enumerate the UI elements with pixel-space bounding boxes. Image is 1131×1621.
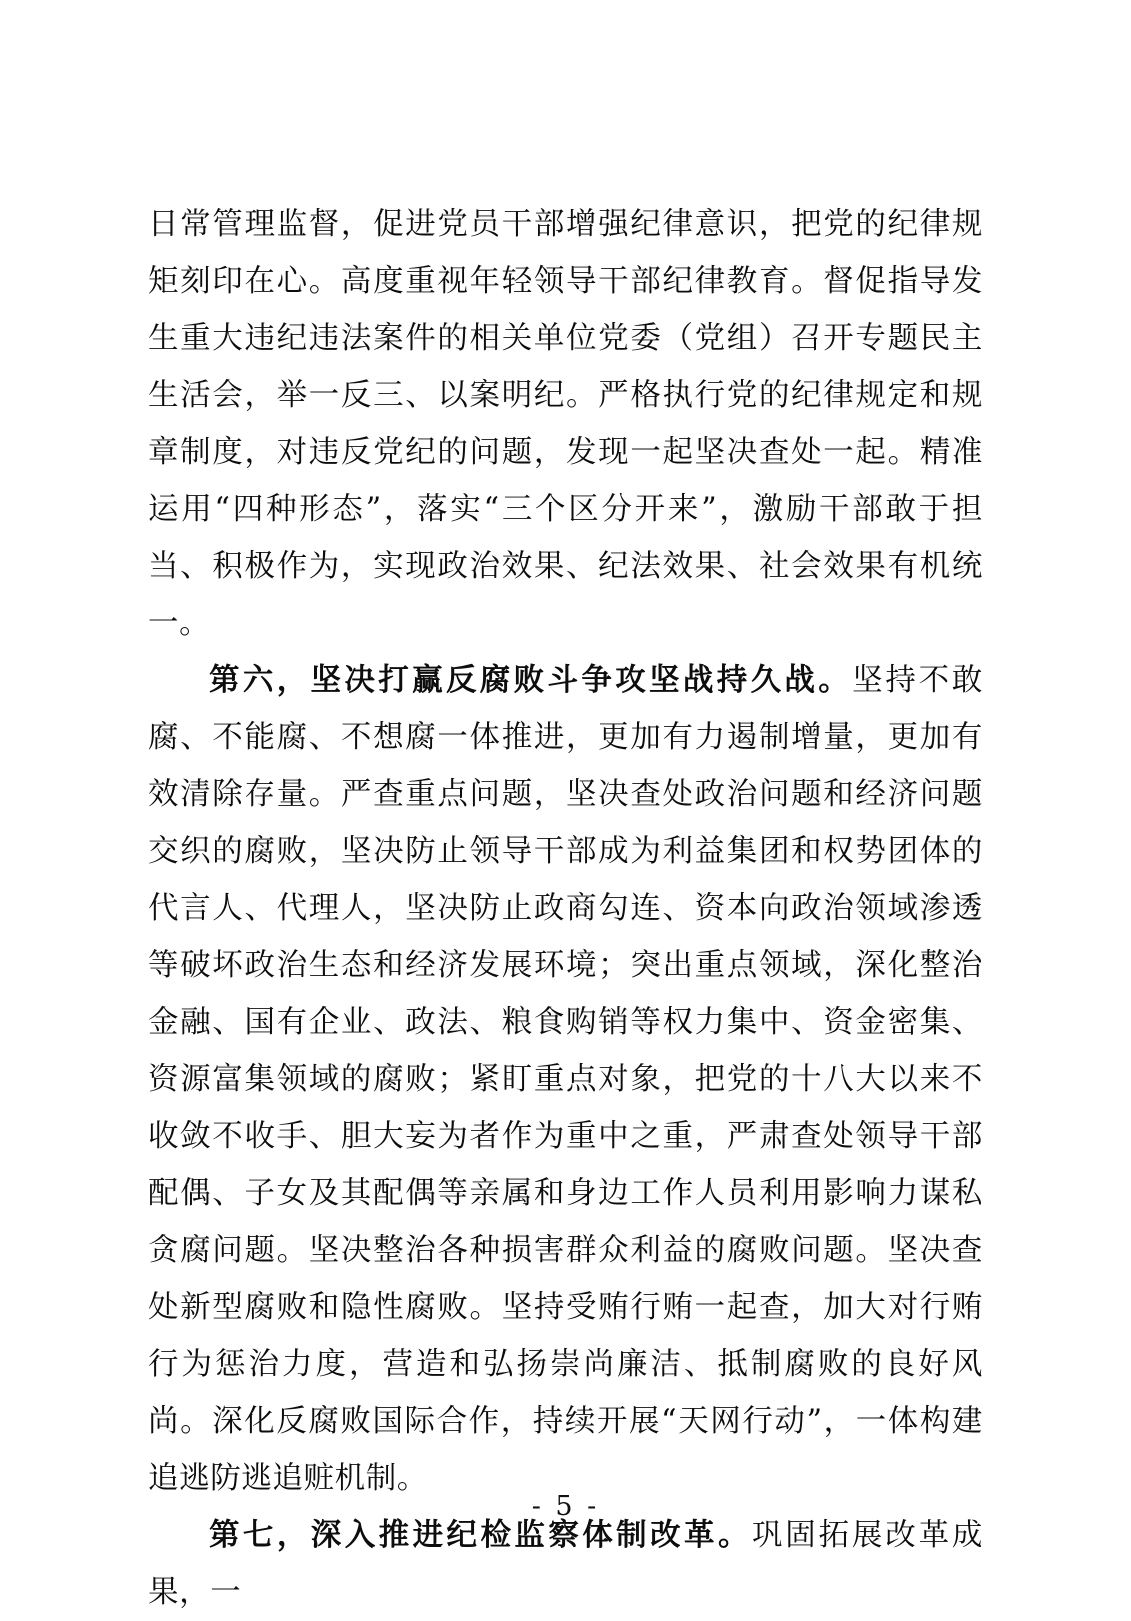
document-body [148, 196, 983, 1621]
paragraph-item-six [148, 652, 983, 1507]
paragraph-lead-six: 第六，坚决打赢反腐败斗争攻坚战持久战。 [209, 662, 853, 698]
page-number: - 5 - [531, 1491, 600, 1522]
paragraph-text: 坚持不敢腐、不能腐、不想腐一体推进，更加有力遏制增量，更加有效清除存量。严查重点问题，坚决查处政治问题和经济问题交织的腐败，坚决防止领导干部成为利益集团和权势团体的代言人、代理人，坚决防止政商勾连、资本向政治领域渗透等破坏政治生态和经济发展环境；突出重点领域，深化整治金融、国有企业、政法、粮食购销等权力集中、资金密集、资源富集领域的腐败；紧盯重点对象，把党的十八大以来不收敛不收手、胆大妄为者作为重中之重，严肃查处领导干部配偶、子女及其配偶等亲属和身边工作人员利用影响力谋私贪腐问题。坚决整治各种损害群众利益的腐败问题。坚决查处新型腐败和隐性腐败。坚持受贿行贿一起查，加大对行贿行为惩治力度，营造和弘扬崇尚廉洁、抵制腐败的良好风尚。深化反腐败国际合作，持续开展“天网行动”，一体构建追逃防逃追赃机制。 [148, 663, 983, 1496]
paragraph-lead-seven: 第七，深入推进纪检监察体制改革。 [209, 1517, 752, 1553]
paragraph-item-seven [148, 1507, 983, 1621]
paragraph-continued [148, 196, 983, 652]
paragraph-text: 巩固拓展改革成果，一 [148, 1518, 983, 1610]
paragraph-text: 日常管理监督，促进党员干部增强纪律意识，把党的纪律规矩刻印在心。高度重视年轻领导干部纪律教育。督促指导发生重大违纪违法案件的相关单位党委（党组）召开专题民主生活会，举一反三、以案明纪。严格执行党的纪律规定和规章制度，对违反党纪的问题，发现一起坚决查处一起。精准运用“四种形态”，落实“三个区分开来”，激励干部敢于担当、积极作为，实现政治效果、纪法效果、社会效果有机统一。 [148, 207, 983, 641]
